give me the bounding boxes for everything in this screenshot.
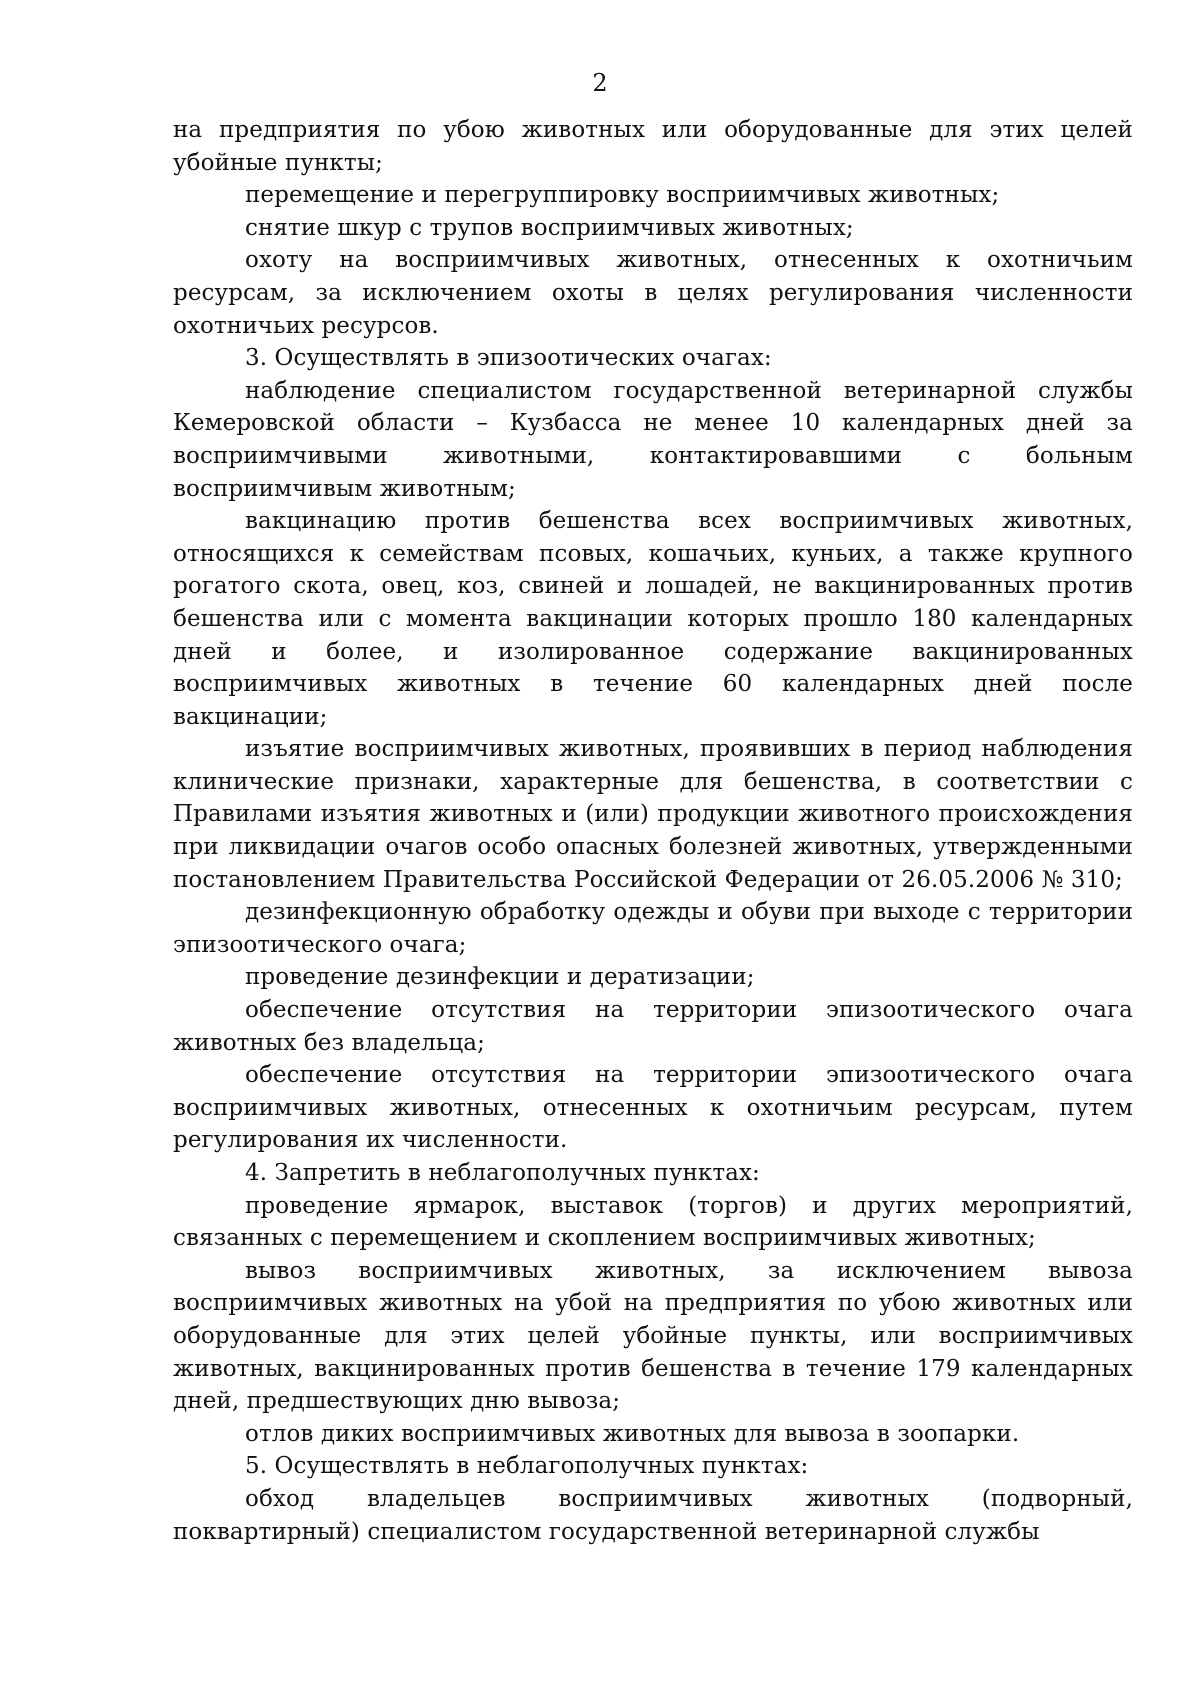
section-heading: 5. Осуществлять в неблагополучных пунктах: (245, 1453, 809, 1480)
paragraph: вакцинацию против бешенства всех восприимчивых животных, относящихся к семействам псовых, кошачьих, куньих, а также крупного рогатого скота, овец, коз, свиней и лошадей, не вакцинированных против бешенства или с момента вакцинации которых прошло 180 календарных дней и более, и изолированное содержание вакцинированных восприимчивых животных в течение 60 календарных дней после вакцинации; (173, 508, 1133, 730)
paragraph: отлов диких восприимчивых животных для вывоза в зоопарки. (245, 1420, 1020, 1447)
paragraph: дезинфекционную обработку одежды и обуви при выходе с территории эпизоотического очага; (173, 899, 1133, 958)
paragraph: проведение ярмарок, выставок (торгов) и других мероприятий, связанных с перемещением и скоплением восприимчивых животных; (173, 1192, 1133, 1252)
paragraph: вывоз восприимчивых животных, за исключением вывоза восприимчивых животных на убой на предприятия по убою животных или оборудованные для этих целей убойные пункты, или восприимчивых животных, вакцинированных против бешенства в течение 179 календарных дней, предшествующих дню вывоза; (173, 1257, 1133, 1415)
document-body (173, 114, 1133, 1548)
paragraph: на предприятия по убою животных или оборудованные для этих целей убойные пункты; (173, 117, 1133, 176)
paragraph: обеспечение отсутствия на территории эпизоотического очага животных без владельца; (173, 997, 1133, 1056)
paragraph: охоту на восприимчивых животных, отнесенных к охотничьим ресурсам, за исключением охоты в целях регулирования численности охотничьих ресурсов. (173, 247, 1133, 339)
section-heading: 3. Осуществлять в эпизоотических очагах: (245, 345, 772, 372)
page-number: 2 (592, 69, 608, 97)
paragraph: проведение дезинфекции и дератизации; (245, 964, 755, 991)
paragraph: снятие шкур с трупов восприимчивых животных; (245, 214, 854, 241)
paragraph: перемещение и перегруппировку восприимчивых животных; (245, 182, 1000, 209)
paragraph: наблюдение специалистом государственной ветеринарной службы Кемеровской области – Кузбасса не менее 10 календарных дней за восприимчивыми животными, контактировавшими с больным восприимчивым животным; (173, 377, 1133, 502)
section-heading: 4. Запретить в неблагополучных пунктах: (245, 1160, 760, 1186)
paragraph: обеспечение отсутствия на территории эпизоотического очага восприимчивых животных, отнесенных к охотничьим ресурсам, путем регулирования их численности. (173, 1062, 1133, 1154)
paragraph: изъятие восприимчивых животных, проявивших в период наблюдения клинические признаки, характерные для бешенства, в соответствии с Правилами изъятия животных и (или) продукции животного происхождения при ликвидации очагов особо опасных болезней животных, утвержденными постановлением Правительства Российской Федерации от 26.05.2006 № 310; (173, 736, 1133, 893)
paragraph: обход владельцев восприимчивых животных (подворный, поквартирный) специалистом государственной ветеринарной службы (173, 1485, 1133, 1545)
